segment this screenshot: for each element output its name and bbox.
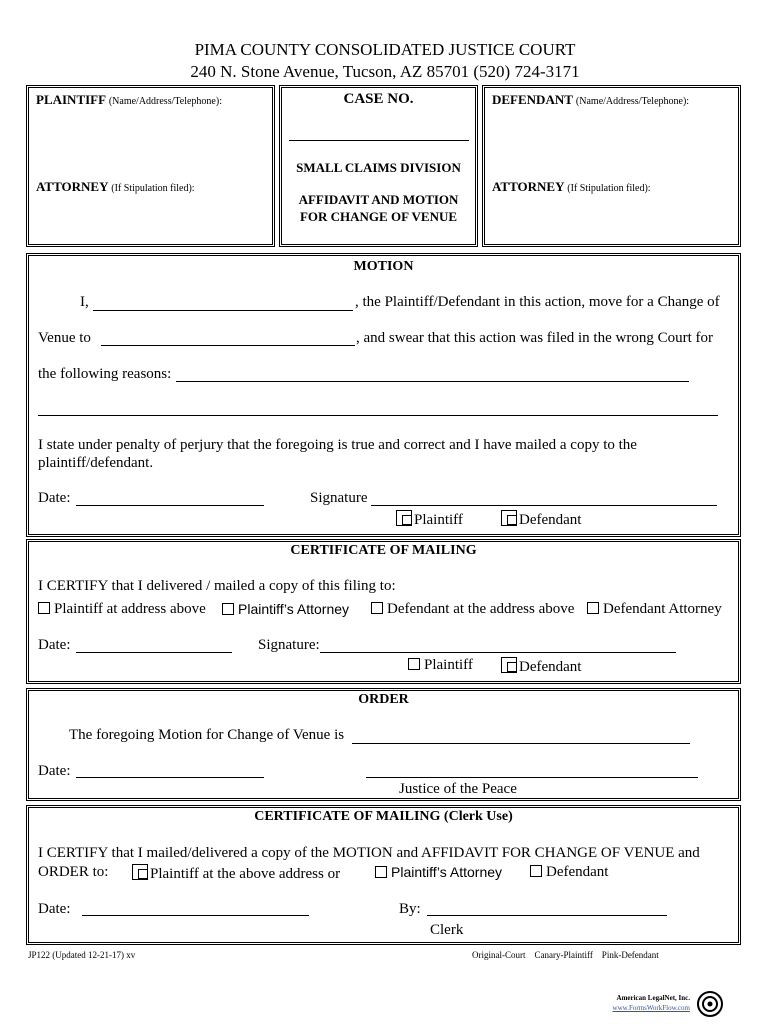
checkbox-icon[interactable]	[501, 510, 517, 526]
clerk-date-label: Date:	[38, 901, 71, 917]
case-no-field[interactable]	[289, 140, 469, 141]
order-heading: ORDER	[358, 692, 409, 707]
clerk-date-field[interactable]	[82, 915, 309, 916]
checkbox-icon[interactable]	[530, 865, 542, 877]
option-label: Defendant at the address above	[387, 601, 575, 617]
justice-label: Justice of the Peace	[399, 781, 517, 797]
venue-field[interactable]	[101, 345, 355, 346]
motion-heading: MOTION	[353, 259, 414, 274]
motion-line2-suffix: , and swear that this action was filed in the wrong Court for	[356, 330, 713, 346]
motion-line2-prefix: Venue to	[38, 330, 91, 346]
motion-signature-label: Signature	[310, 490, 368, 506]
cert-opt-defendant[interactable]	[371, 601, 574, 618]
clerk-certify-line1: I CERTIFY that I mailed/delivered a copy of the MOTION and AFFIDAVIT FOR CHANGE OF VENUE and	[38, 845, 700, 861]
option-label: Defendant	[519, 659, 582, 675]
option-label: Plaintiff’s Attorney	[391, 864, 503, 880]
form-id: JP122 (Updated 12-21-17) xv	[28, 950, 136, 960]
clerk-label: Clerk	[430, 922, 464, 938]
motion-date-field[interactable]	[76, 505, 264, 506]
form-title-line1: AFFIDAVIT AND MOTION	[298, 192, 459, 207]
checkbox-icon[interactable]	[587, 602, 599, 614]
clerk-certify-order-to: ORDER to:	[38, 864, 109, 880]
checkbox-icon[interactable]	[501, 657, 517, 673]
option-label: Plaintiff at the above address or	[150, 866, 341, 882]
clerk-opt-plaintiff-attorney[interactable]	[375, 864, 502, 882]
motion-defendant-option[interactable]	[501, 510, 581, 529]
defendant-attorney-label: ATTORNEY (If Stipulation filed):	[492, 179, 651, 194]
plaintiff-attorney-label: ATTORNEY (If Stipulation filed):	[36, 179, 195, 194]
option-label: Defendant Attorney	[603, 601, 722, 617]
checkbox-icon[interactable]	[371, 602, 383, 614]
checkbox-icon[interactable]	[375, 866, 387, 878]
reasons-field-line2[interactable]	[38, 415, 718, 416]
order-date-field[interactable]	[76, 777, 264, 778]
checkbox-icon[interactable]	[222, 603, 234, 615]
name-field[interactable]	[93, 310, 353, 311]
order-date-label: Date:	[38, 763, 71, 779]
form-title-line2: FOR CHANGE OF VENUE	[299, 209, 458, 224]
cert-signature-label: Signature:	[258, 637, 320, 653]
copy-distribution: Original-Court Canary-Plaintiff Pink-Defendant	[472, 950, 659, 960]
case-box	[279, 85, 478, 247]
checkbox-icon[interactable]	[408, 658, 420, 670]
cert-date-label: Date:	[38, 637, 71, 653]
cert-date-field[interactable]	[76, 652, 232, 653]
motion-date-label: Date:	[38, 490, 71, 506]
motion-signature-field[interactable]	[371, 505, 717, 506]
reasons-label: the following reasons:	[38, 366, 172, 382]
clerk-opt-defendant[interactable]	[530, 864, 608, 881]
justice-signature-field[interactable]	[366, 777, 698, 778]
defendant-label: DEFENDANT (Name/Address/Telephone):	[492, 92, 690, 107]
division-label: SMALL CLAIMS DIVISION	[296, 160, 461, 175]
certificate-heading: CERTIFICATE OF MAILING	[290, 543, 477, 558]
clerk-by-label: By:	[399, 901, 421, 917]
order-text: The foregoing Motion for Change of Venue is	[69, 727, 345, 743]
plaintiff-box	[26, 85, 275, 247]
motion-plaintiff-option[interactable]	[396, 510, 463, 529]
case-no-label: CASE NO.	[343, 91, 414, 107]
plaintiff-label: PLAINTIFF (Name/Address/Telephone):	[36, 92, 222, 107]
court-name: PIMA COUNTY CONSOLIDATED JUSTICE COURT	[194, 40, 576, 59]
option-label: Plaintiff at address above	[54, 601, 206, 617]
publisher-website[interactable]: www.FormsWorkFlow.com	[612, 1004, 690, 1012]
certify-text: I CERTIFY that I delivered / mailed a copy of this filing to:	[38, 578, 396, 594]
cert-signature-field[interactable]	[320, 652, 676, 653]
cert-defendant-option[interactable]	[501, 657, 581, 676]
reasons-field-line1[interactable]	[176, 381, 689, 382]
cert-opt-plaintiff-attorney[interactable]	[222, 601, 349, 619]
defendant-box	[482, 85, 741, 247]
option-label: Plaintiff	[424, 657, 473, 673]
cert-opt-defendant-attorney[interactable]	[587, 601, 722, 618]
cert-plaintiff-option[interactable]	[408, 657, 473, 674]
clerk-opt-plaintiff[interactable]	[132, 864, 340, 883]
option-label: Plaintiff’s Attorney	[238, 601, 350, 617]
clerk-signature-field[interactable]	[427, 915, 667, 916]
option-label: Plaintiff	[414, 512, 463, 528]
publisher-name: American LegalNet, Inc.	[616, 994, 690, 1002]
checkbox-icon[interactable]	[38, 602, 50, 614]
penalty-statement-line1: I state under penalty of perjury that the foregoing is true and correct and I have mailed a copy to the	[38, 437, 637, 453]
motion-line1-suffix: , the Plaintiff/Defendant in this action, move for a Change of	[355, 294, 720, 310]
checkbox-icon[interactable]	[396, 510, 412, 526]
order-ruling-field[interactable]	[352, 743, 690, 744]
checkbox-icon[interactable]	[132, 864, 148, 880]
option-label: Defendant	[519, 512, 582, 528]
publisher-emblem-icon	[696, 990, 724, 1018]
option-label: Defendant	[546, 864, 609, 880]
publisher-logo	[594, 990, 724, 1018]
motion-line1-prefix: I,	[80, 294, 89, 310]
court-address: 240 N. Stone Avenue, Tucson, AZ 85701 (520) 724-3171	[190, 62, 580, 81]
penalty-statement-line2: plaintiff/defendant.	[38, 455, 154, 471]
clerk-certificate-heading: CERTIFICATE OF MAILING (Clerk Use)	[254, 809, 513, 824]
cert-opt-plaintiff[interactable]	[38, 601, 206, 618]
